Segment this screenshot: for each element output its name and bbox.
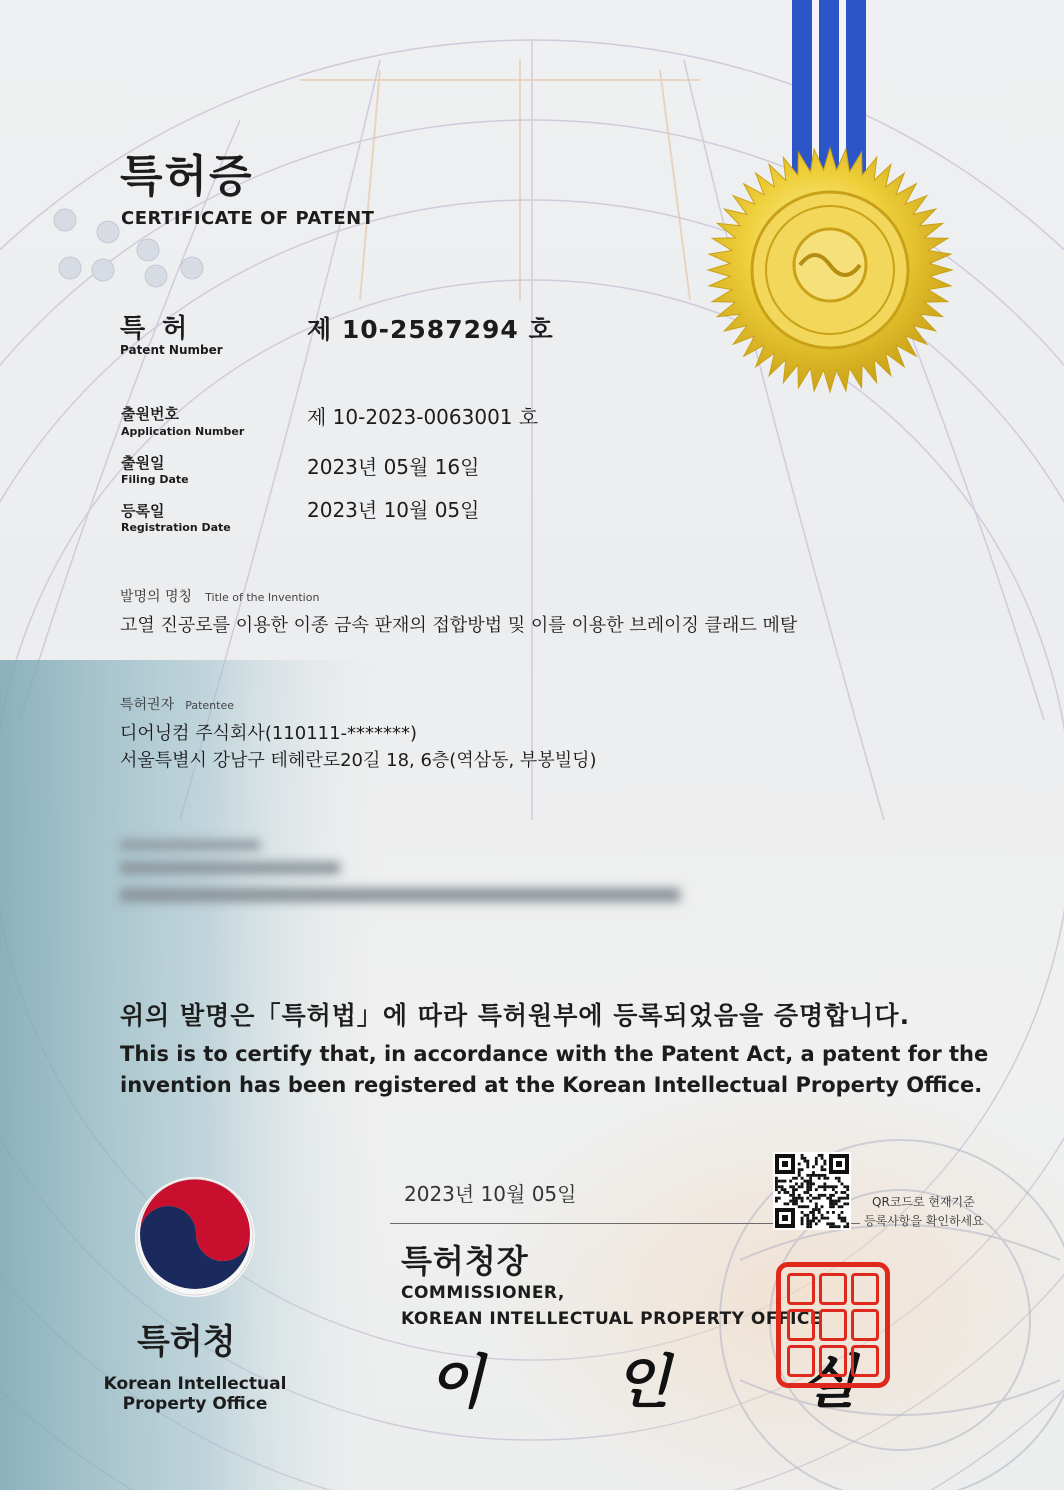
filing-date: 2023년 05월 16일: [307, 455, 480, 479]
application-label-ko: 출원번호: [121, 405, 179, 423]
commissioner-title-ko: 특허청장: [401, 1242, 529, 1280]
application-label-en: Application Number: [121, 425, 245, 438]
certificate-title-en: CERTIFICATE OF PATENT: [121, 208, 375, 229]
official-stamp-icon: [776, 1262, 890, 1388]
invention-label-en: Title of the Invention: [205, 591, 320, 604]
certification-text-en: [120, 1039, 988, 1101]
registration-label-en: Registration Date: [121, 521, 231, 534]
filing-label-ko: 출원일: [121, 454, 165, 472]
qr-code-icon[interactable]: [773, 1152, 851, 1230]
qr-note-line1: QR코드로 현재기준: [872, 1195, 975, 1209]
office-name-en-line2: Property Office: [122, 1394, 268, 1414]
patentee-name: 디어닝컴 주식회사(110111-*******): [120, 723, 418, 744]
registration-date: 2023년 10월 05일: [307, 498, 480, 522]
office-name-en-line1: Korean Intellectual: [103, 1374, 287, 1394]
redacted-block: [120, 836, 700, 916]
issue-date: 2023년 10월 05일: [404, 1182, 577, 1206]
invention-title: 고열 진공로를 이용한 이종 금속 판재의 접합방법 및 이를 이용한 브레이징 클래드 메탈: [120, 615, 798, 636]
commissioner-title-en-line2: KOREAN INTELLECTUAL PROPERTY OFFICE: [401, 1309, 822, 1329]
commissioner-signature: 이 인 실: [428, 1348, 912, 1416]
qr-note-line2: 등록사항을 확인하세요: [864, 1214, 984, 1228]
application-number: 제 10-2023-0063001 호: [307, 405, 539, 429]
patentee-label: [120, 694, 234, 714]
office-name-en: [100, 1374, 290, 1414]
patentee-address: 서울특별시 강남구 테헤란로20길 18, 6층(역삼동, 부봉빌딩): [120, 750, 597, 771]
invention-label: [120, 586, 319, 606]
certification-text-en-line2: invention has been registered at the Korean Intellectual Property Office.: [120, 1073, 983, 1097]
office-name-ko: 특허청: [137, 1322, 236, 1362]
registration-label-ko: 등록일: [121, 502, 165, 520]
invention-label-ko: 발명의 명칭: [120, 589, 193, 605]
filing-label-en: Filing Date: [121, 473, 189, 486]
commissioner-title-en-line1: COMMISSIONER,: [401, 1283, 565, 1303]
certification-text-ko: 위의 발명은「특허법」에 따라 특허원부에 등록되었음을 증명합니다.: [120, 1001, 911, 1030]
certification-text-en-line1: This is to certify that, in accordance with the Patent Act, a patent for the: [120, 1042, 989, 1066]
patentee-label-en: Patentee: [185, 699, 234, 712]
kipo-logo-icon: [130, 1172, 260, 1302]
patentee-label-ko: 특허권자: [120, 697, 175, 713]
qr-note: [864, 1193, 984, 1231]
patent-label-ko: 특 허: [120, 314, 192, 344]
patent-number: 제 10-2587294 호: [307, 315, 554, 344]
certificate-title-ko: 특허증: [120, 151, 254, 202]
gold-seal-icon: [700, 145, 960, 395]
patent-label-en: Patent Number: [120, 343, 223, 357]
commissioner-title-en: [401, 1280, 822, 1332]
